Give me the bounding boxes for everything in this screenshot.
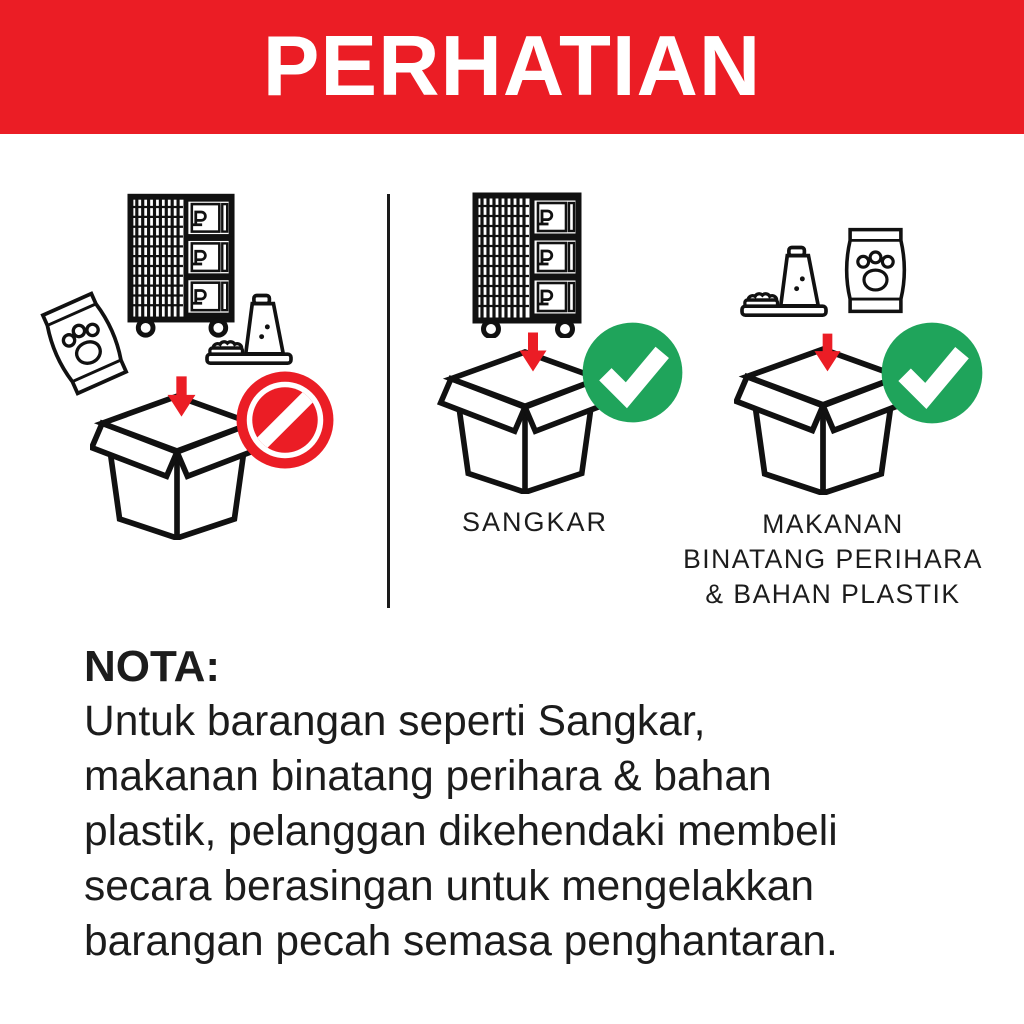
pet-food-bag-icon bbox=[839, 225, 912, 316]
note-heading: NOTA: bbox=[84, 642, 221, 691]
pet-feeder-icon bbox=[204, 291, 294, 366]
down-arrow-icon bbox=[813, 332, 842, 374]
check-icon bbox=[879, 320, 985, 426]
pet-feeder-icon bbox=[738, 243, 830, 318]
header-banner bbox=[0, 0, 1024, 134]
food-plastic-caption bbox=[672, 507, 994, 612]
note-line: secara berasingan untuk mengelakkan bbox=[84, 863, 815, 910]
cage-icon bbox=[472, 192, 584, 338]
down-arrow-icon bbox=[518, 331, 548, 374]
note-line: makanan binatang perihara & bahan bbox=[84, 753, 772, 800]
down-arrow-icon bbox=[166, 375, 197, 419]
pet-food-bag-icon bbox=[30, 285, 138, 401]
caption-line: & BAHAN PLASTIK bbox=[705, 579, 961, 609]
note-line: plastik, pelanggan dikehendaki membeli bbox=[84, 808, 838, 855]
check-icon bbox=[580, 320, 685, 425]
prohibited-icon bbox=[234, 369, 336, 471]
caption-line: MAKANAN bbox=[762, 509, 904, 539]
page-title: PERHATIAN bbox=[262, 19, 762, 114]
caption-line: BINATANG PERIHARA bbox=[683, 544, 983, 574]
note-line: barangan pecah semasa penghantaran. bbox=[84, 918, 838, 965]
note-line: Untuk barangan seperti Sangkar, bbox=[84, 698, 706, 745]
section-divider bbox=[387, 194, 390, 608]
note-body bbox=[84, 694, 989, 969]
cage-caption: SANGKAR bbox=[461, 507, 609, 537]
